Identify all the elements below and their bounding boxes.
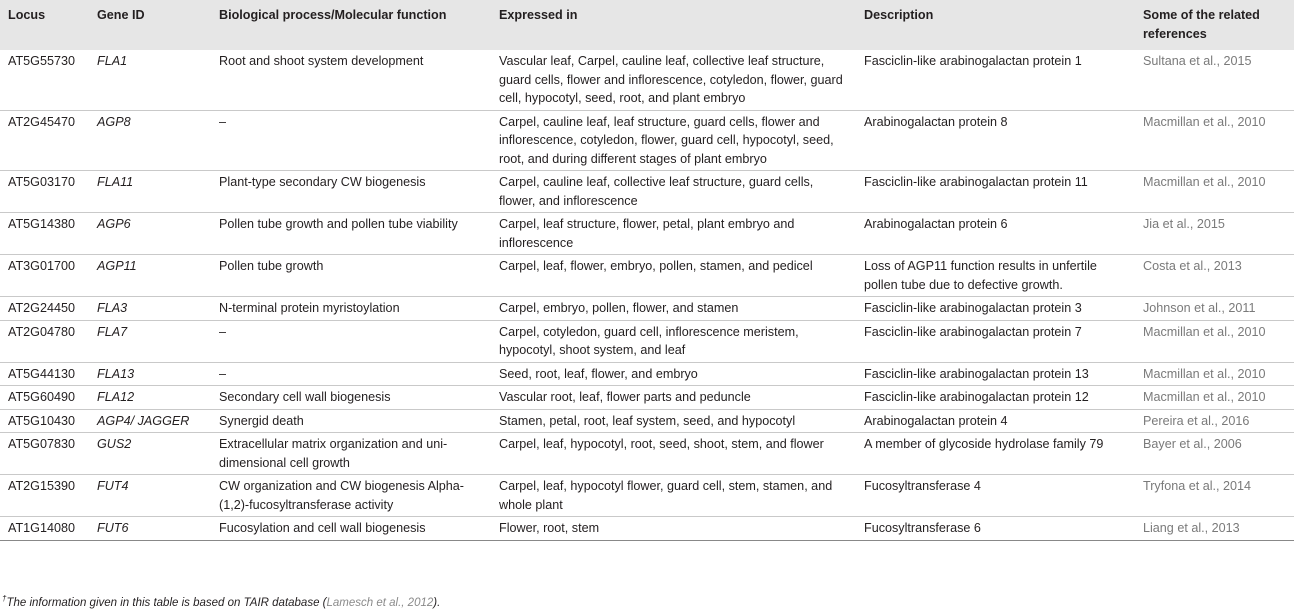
expression-cell: Flower, root, stem	[499, 521, 600, 535]
reference-link[interactable]: Jia et al., 2015	[1143, 217, 1225, 231]
expression-cell: Vascular leaf, Carpel, cauline leaf, collective leaf structure, guard cells, flower and inflorescence, cotyledon, flower, guard cell, hypocotyl, seed, root, and plant embryo	[499, 54, 843, 105]
table-row	[0, 475, 1294, 517]
reference-link[interactable]: Macmillan et al., 2010	[1143, 366, 1266, 381]
description-cell: Loss of AGP11 function results in unfertile pollen tube due to defective growth.	[864, 259, 1097, 292]
function-cell: Root and shoot system development	[219, 54, 424, 68]
column-header-biological-process: Biological process/Molecular function	[219, 8, 447, 22]
function-cell: CW organization and CW biogenesis Alpha-(1,2)-fucosyltransferase activity	[219, 479, 465, 512]
gene-id-cell: FLA11	[97, 175, 134, 189]
function-cell: –	[219, 324, 227, 339]
gene-id-cell: FUT6	[97, 521, 129, 535]
gene-id-cell: FUT4	[97, 479, 129, 493]
description-cell: Fasciclin-like arabinogalactan protein 3	[864, 301, 1082, 315]
locus-cell: AT5G07830	[8, 437, 75, 451]
gene-id-cell: AGP11	[97, 259, 137, 273]
description-cell: A member of glycoside hydrolase family 79	[864, 437, 1104, 451]
table-row	[0, 362, 1294, 386]
locus-cell: AT2G45470	[8, 114, 75, 129]
locus-cell: AT1G14080	[8, 521, 75, 535]
reference-link[interactable]: Macmillan et al., 2010	[1143, 114, 1266, 129]
table-row	[0, 517, 1294, 541]
locus-cell: AT5G03170	[8, 175, 75, 189]
description-cell: Arabinogalactan protein 6	[864, 217, 1008, 231]
locus-cell: AT5G55730	[8, 54, 75, 68]
function-cell: Fucosylation and cell wall biogenesis	[219, 521, 426, 535]
function-cell: –	[219, 114, 227, 129]
table-row	[0, 320, 1294, 362]
description-cell: Fucosyltransferase 4	[864, 479, 981, 493]
footnote-text: The information given in this table is based on TAIR database (	[6, 596, 327, 609]
table-row	[0, 433, 1294, 475]
table-row	[0, 409, 1294, 433]
expression-cell: Carpel, embryo, pollen, flower, and stamen	[499, 301, 739, 315]
expression-cell: Carpel, leaf, hypocotyl, root, seed, shoot, stem, and flower	[499, 437, 824, 451]
reference-link[interactable]: Sultana et al., 2015	[1143, 54, 1252, 68]
table-row	[0, 297, 1294, 321]
description-cell: Arabinogalactan protein 8	[864, 114, 1008, 129]
description-cell: Fasciclin-like arabinogalactan protein 1	[864, 54, 1082, 68]
description-cell: Fasciclin-like arabinogalactan protein 11	[864, 175, 1088, 189]
reference-link[interactable]: Macmillan et al., 2010	[1143, 324, 1266, 339]
locus-cell: AT2G04780	[8, 324, 75, 339]
expression-cell: Stamen, petal, root, leaf system, seed, and hypocotyl	[499, 413, 796, 428]
function-cell: Pollen tube growth	[219, 259, 324, 273]
table-row	[0, 110, 1294, 171]
function-cell: Extracellular matrix organization and uni-dimensional cell growth	[219, 437, 448, 470]
function-cell: Pollen tube growth and pollen tube viability	[219, 217, 458, 231]
description-cell: Fucosyltransferase 6	[864, 521, 981, 535]
locus-cell: AT3G01700	[8, 259, 75, 273]
dagger-marker: †	[2, 594, 7, 603]
column-header-description: Description	[864, 8, 934, 22]
reference-link[interactable]: Liang et al., 2013	[1143, 521, 1240, 535]
locus-cell: AT2G24450	[8, 301, 75, 315]
column-header-references: Some of the related references	[1143, 8, 1260, 41]
footnote-citation-link[interactable]: Lamesch et al., 2012	[326, 596, 434, 609]
locus-cell: AT5G10430	[8, 413, 75, 428]
gene-id-cell: AGP4/ JAGGER	[97, 413, 190, 428]
function-cell: Synergid death	[219, 413, 304, 428]
expression-cell: Carpel, cotyledon, guard cell, inflorescence meristem, hypocotyl, shoot system, and leaf	[499, 324, 799, 357]
table-row	[0, 50, 1294, 110]
reference-link[interactable]: Costa et al., 2013	[1143, 259, 1242, 273]
locus-cell: AT5G44130	[8, 366, 75, 381]
expression-cell: Carpel, cauline leaf, leaf structure, guard cells, flower and inflorescence, cotyledon, flower, guard cell, hypocotyl, seed, root, and during different stages of plant embryo	[499, 114, 834, 166]
function-cell: Secondary cell wall biogenesis	[219, 390, 391, 404]
locus-cell: AT2G15390	[8, 479, 75, 493]
table-row	[0, 255, 1294, 297]
expression-cell: Carpel, cauline leaf, collective leaf structure, guard cells, flower, and inflorescence	[499, 175, 814, 208]
function-cell: –	[219, 366, 227, 381]
gene-id-cell: FLA1	[97, 54, 128, 68]
gene-id-cell: FLA12	[97, 390, 135, 404]
table-row	[0, 171, 1294, 213]
reference-link[interactable]: Johnson et al., 2011	[1143, 301, 1256, 315]
description-cell: Fasciclin-like arabinogalactan protein 7	[864, 324, 1082, 339]
description-cell: Fasciclin-like arabinogalactan protein 12	[864, 390, 1089, 404]
reference-link[interactable]: Macmillan et al., 2010	[1143, 390, 1266, 404]
table-row	[0, 386, 1294, 410]
reference-link[interactable]: Bayer et al., 2006	[1143, 437, 1242, 451]
gene-id-cell: AGP6	[97, 217, 131, 231]
column-header-expressed-in: Expressed in	[499, 8, 578, 22]
column-header-gene-id: Gene ID	[97, 8, 145, 22]
description-cell: Arabinogalactan protein 4	[864, 413, 1008, 428]
expression-cell: Carpel, leaf, hypocotyl flower, guard cell, stem, stamen, and whole plant	[499, 479, 833, 512]
reference-link[interactable]: Tryfona et al., 2014	[1143, 479, 1252, 493]
expression-cell: Seed, root, leaf, flower, and embryo	[499, 366, 698, 381]
gene-id-cell: FLA13	[97, 366, 135, 381]
reference-link[interactable]: Pereira et al., 2016	[1143, 413, 1250, 428]
description-cell: Fasciclin-like arabinogalactan protein 13	[864, 366, 1089, 381]
reference-link[interactable]: Macmillan et al., 2010	[1143, 175, 1266, 189]
table-footnote	[2, 594, 440, 609]
gene-id-cell: AGP8	[97, 114, 131, 129]
gene-id-cell: FLA7	[97, 324, 128, 339]
footnote-end: ).	[433, 596, 441, 609]
gene-id-cell: FLA3	[97, 301, 128, 315]
function-cell: Plant-type secondary CW biogenesis	[219, 175, 426, 189]
table-header-row	[0, 0, 1294, 50]
expression-cell: Carpel, leaf structure, flower, petal, plant embryo and inflorescence	[499, 217, 795, 250]
table-row	[0, 213, 1294, 255]
locus-cell: AT5G14380	[8, 217, 75, 231]
expression-cell: Carpel, leaf, flower, embryo, pollen, stamen, and pedicel	[499, 259, 813, 273]
locus-cell: AT5G60490	[8, 390, 75, 404]
column-header-locus: Locus	[8, 8, 46, 22]
gene-id-cell: GUS2	[97, 437, 132, 451]
function-cell: N-terminal protein myristoylation	[219, 301, 400, 315]
expression-cell: Vascular root, leaf, flower parts and peduncle	[499, 390, 751, 404]
